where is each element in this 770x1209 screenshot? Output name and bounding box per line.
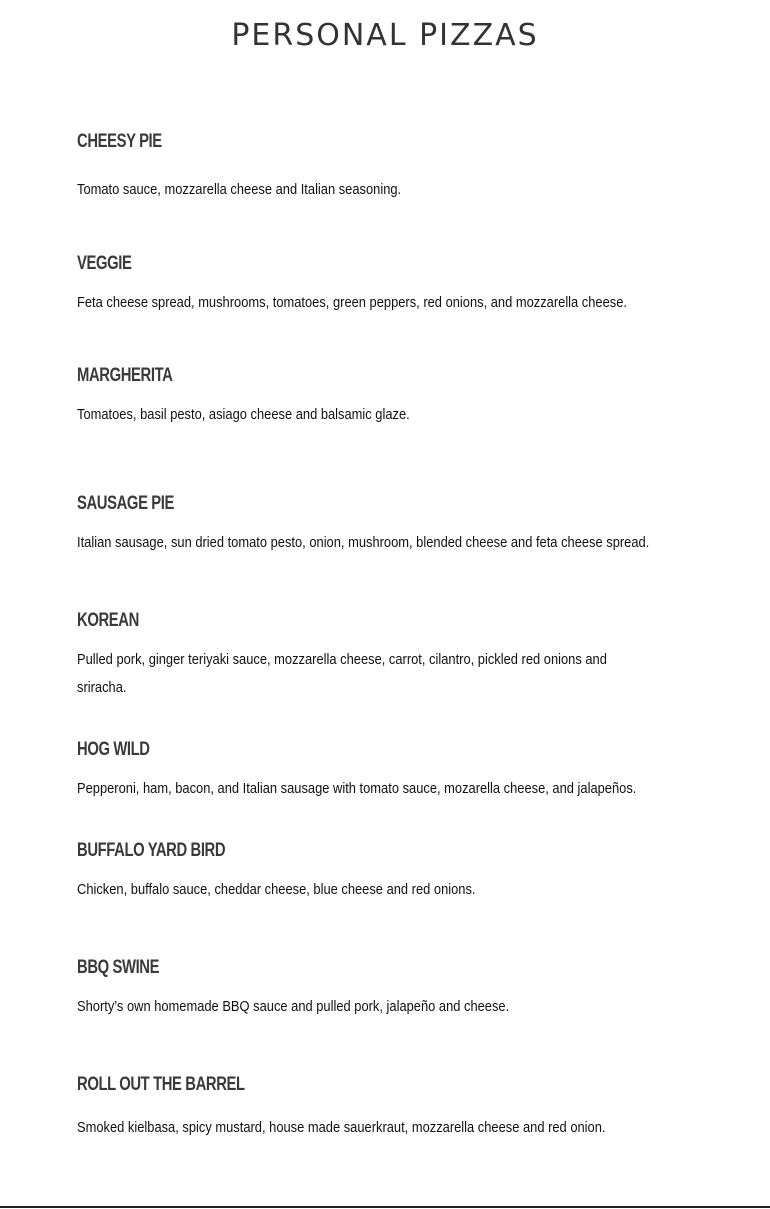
menu-item-description: Italian sausage, sun dried tomato pesto, onion, mushroom, blended cheese and feta cheese spread. [77,534,650,551]
menu-item-name: BBQ SWINE [77,957,160,978]
menu-item-description: Smoked kielbasa, spicy mustard, house made sauerkraut, mozzarella cheese and red onion. [77,1119,606,1136]
menu-item-name: HOG WILD [77,739,150,760]
menu-item-hog-wild [77,738,697,803]
menu-item-name: ROLL OUT THE BARREL [77,1074,245,1095]
menu-item-name: BUFFALO YARD BIRD [77,840,226,861]
menu-item-cheesy-pie [77,130,697,204]
menu-item-margherita [77,364,697,429]
menu-item-description: Pepperoni, ham, bacon, and Italian sausage with tomato sauce, mozarella cheese, and jalapeños. [77,780,637,797]
menu-item-name: MARGHERITA [77,365,173,386]
menu-item-description: Pulled pork, ginger teriyaki sauce, mozzarella cheese, carrot, cilantro, pickled red onions and sriracha. [77,651,607,696]
bottom-divider [0,1206,770,1208]
menu-item-description: Shorty’s own homemade BBQ sauce and pulled pork, jalapeño and cheese. [77,998,510,1015]
menu-item-description: Tomatoes, basil pesto, asiago cheese and balsamic glaze. [77,406,410,423]
menu-item-roll-out-the-barrel [77,1073,697,1142]
menu-item-korean [77,609,697,702]
page-title: PERSONAL PIZZAS [231,18,539,53]
menu-item-name: SAUSAGE PIE [77,493,175,514]
menu-item-veggie [77,252,697,317]
menu-item-name: KOREAN [77,610,139,631]
menu-item-bbq-swine [77,956,697,1021]
menu-item-name: CHEESY PIE [77,131,162,152]
menu-item-description: Tomato sauce, mozzarella cheese and Italian seasoning. [77,181,402,198]
menu-item-name: VEGGIE [77,253,132,274]
menu-item-sausage-pie [77,492,697,557]
menu-item-description: Chicken, buffalo sauce, cheddar cheese, blue cheese and red onions. [77,881,476,898]
menu-item-description: Feta cheese spread, mushrooms, tomatoes, green peppers, red onions, and mozzarella cheese. [77,294,627,311]
menu-item-buffalo-yard-bird [77,839,697,904]
